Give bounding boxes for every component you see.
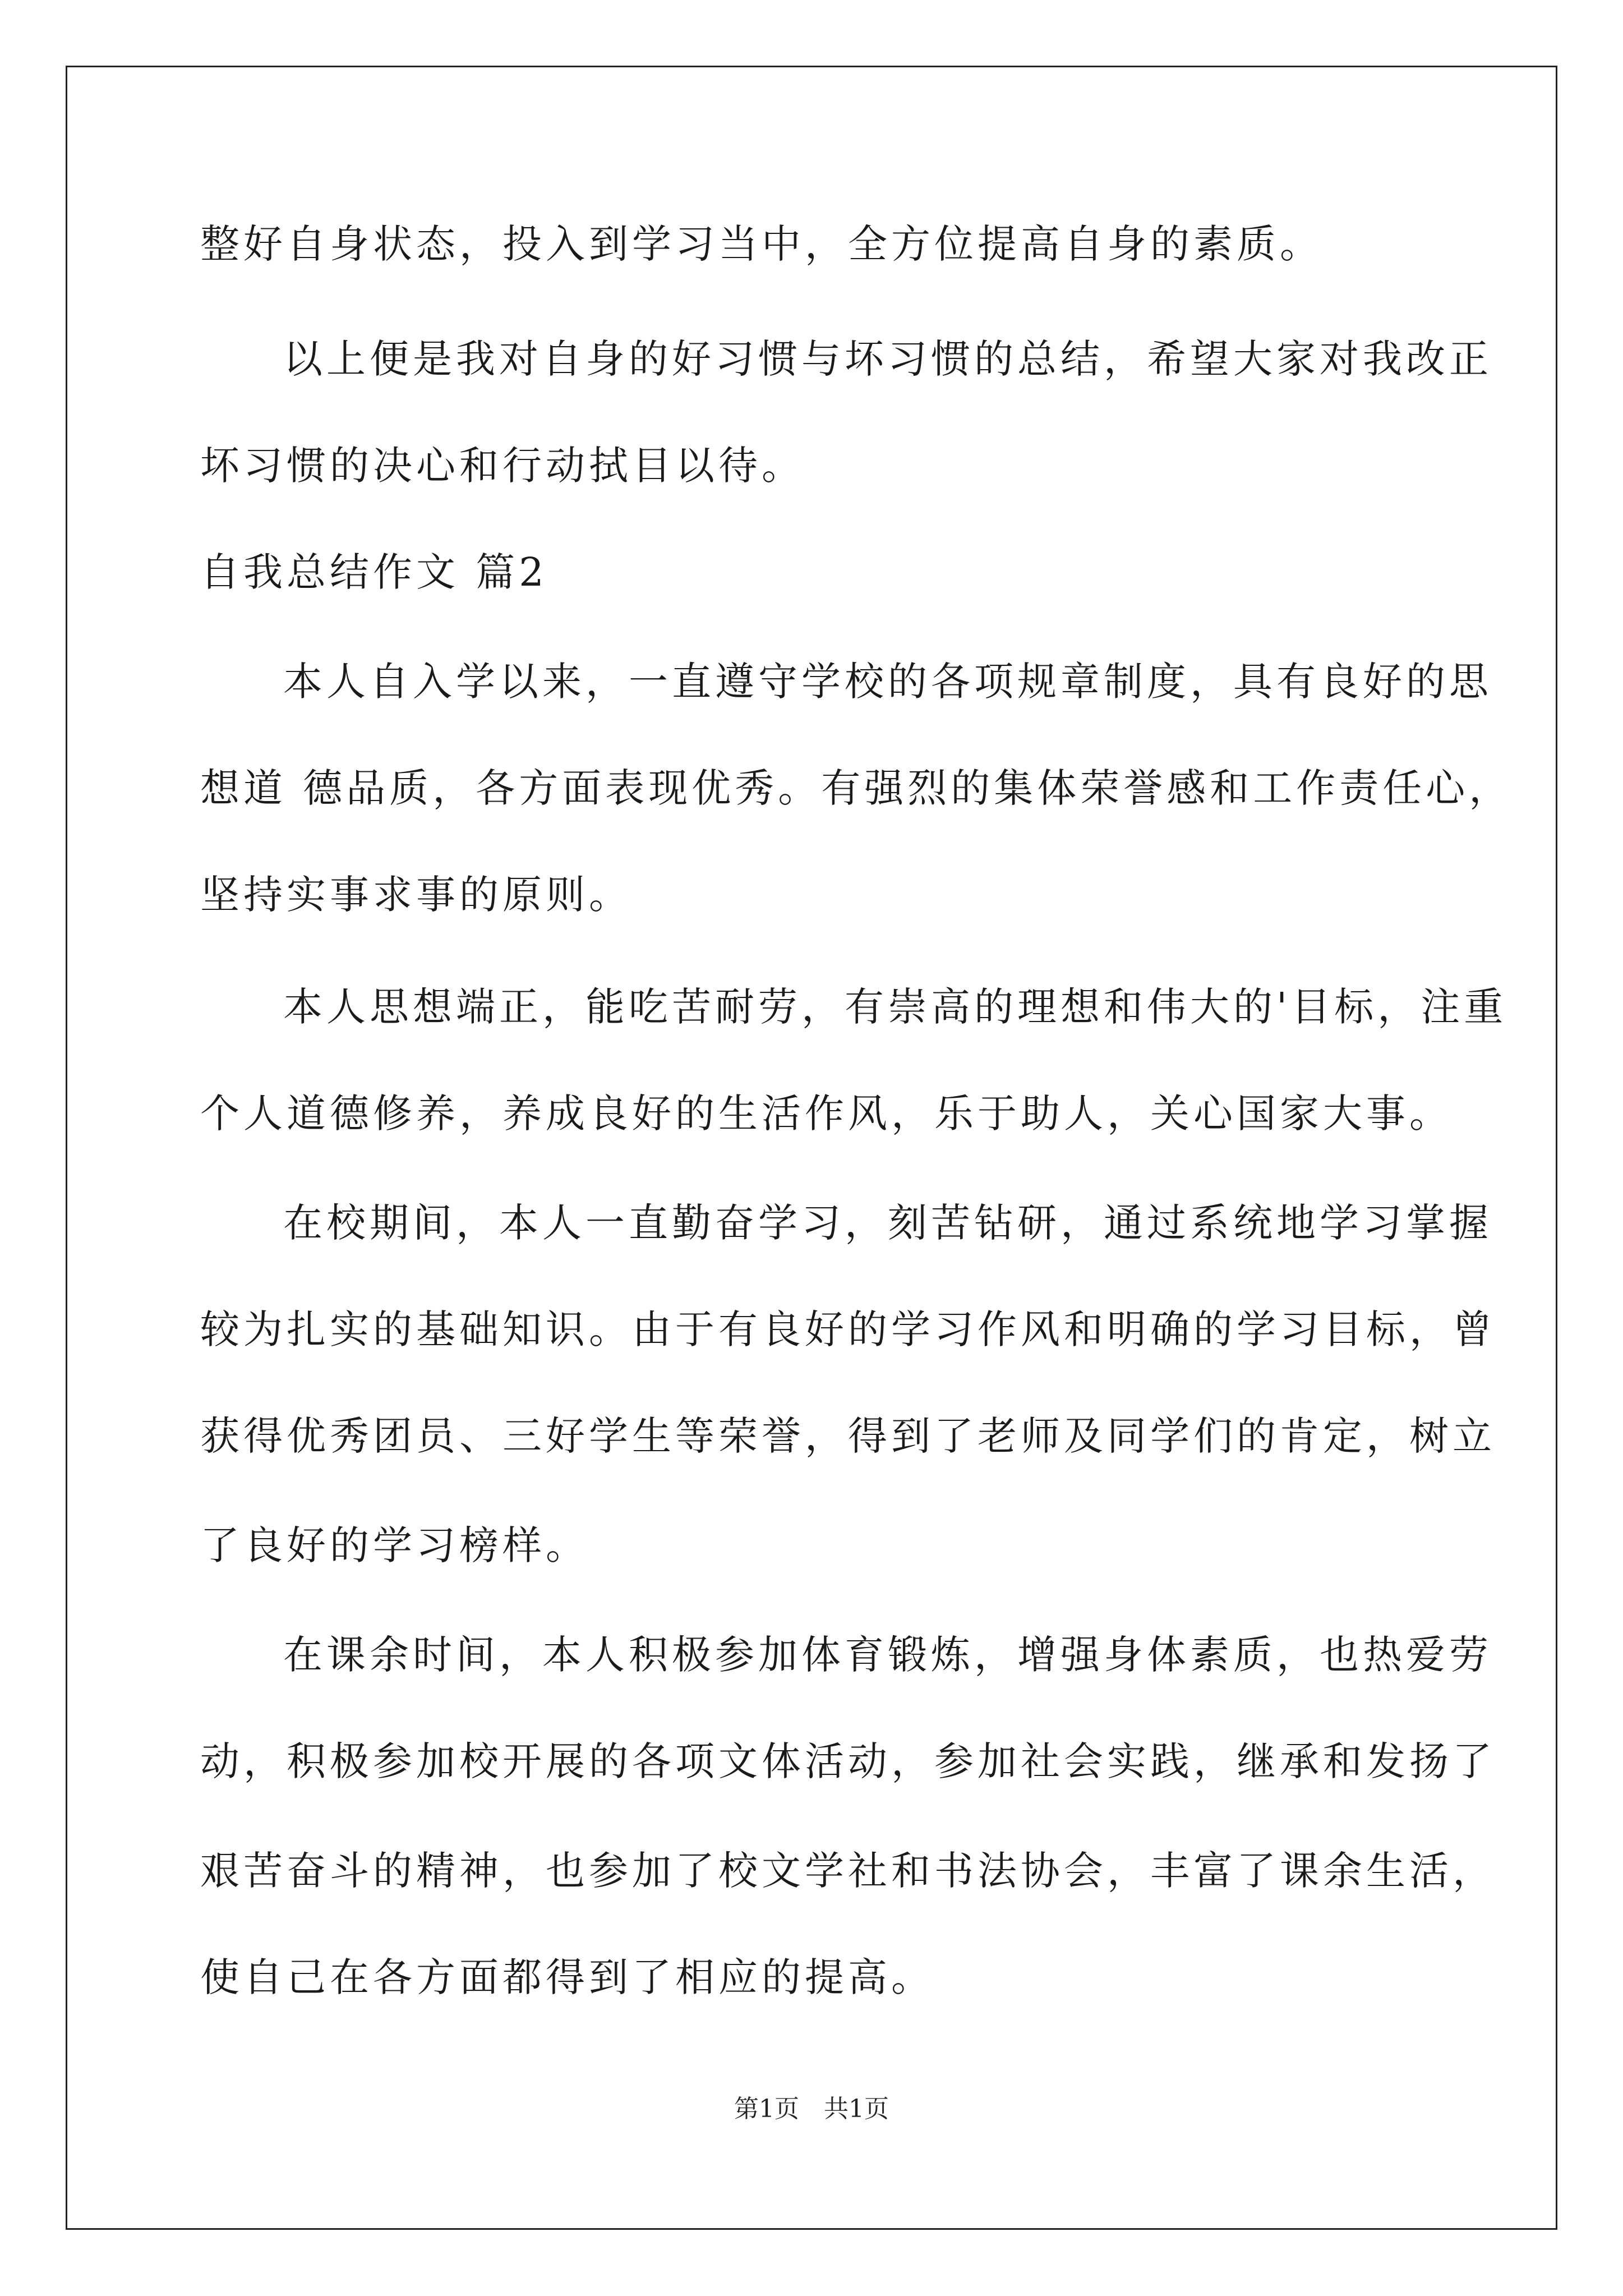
paragraph-line: 较为扎实的基础知识。由于有良好的学习作风和明确的学习目标，曾	[200, 1306, 1496, 1352]
paragraph-line: 以上便是我对自身的好习惯与坏习惯的总结，希望大家对我改正	[283, 336, 1492, 382]
section-heading: 自我总结作文 篇2	[200, 549, 548, 595]
page-border	[66, 66, 1557, 2230]
page-number: 第1页 共1页	[734, 2095, 889, 2123]
paragraph-line: 本人自入学以来，一直遵守学校的各项规章制度，具有良好的思	[283, 659, 1492, 705]
paragraph-line: 整好自身状态，投入到学习当中，全方位提高自身的素质。	[200, 221, 1323, 267]
paragraph-line: 在校期间，本人一直勤奋学习，刻苦钻研，通过系统地学习掌握	[283, 1200, 1492, 1246]
paragraph-line: 坚持实事求事的原则。	[200, 872, 632, 918]
paragraph-line: 获得优秀团员、三好学生等荣誉，得到了老师及同学们的肯定，树立	[200, 1413, 1496, 1459]
paragraph-line: 动，积极参加校开展的各项文体活动，参加社会实践，继承和发扬了	[200, 1738, 1496, 1784]
paragraph-line: 个人道德修养，养成良好的生活作风，乐于助人，关心国家大事。	[200, 1091, 1453, 1137]
paragraph-line: 使自己在各方面都得到了相应的提高。	[200, 1954, 934, 2000]
paragraph-line: 本人思想端正，能吃苦耐劳，有崇高的理想和伟大的'目标，注重	[283, 984, 1507, 1030]
paragraph-line: 艰苦奋斗的精神，也参加了校文学社和书法协会，丰富了课余生活，	[200, 1848, 1496, 1894]
paragraph-line: 坏习惯的决心和行动拭目以待。	[200, 443, 805, 489]
paragraph-line: 想道 德品质，各方面表现优秀。有强烈的集体荣誉感和工作责任心，	[200, 765, 1513, 811]
paragraph-line: 在课余时间，本人积极参加体育锻炼，增强身体素质，也热爱劳	[283, 1632, 1492, 1678]
paragraph-line: 了良好的学习榜样。	[200, 1522, 589, 1568]
